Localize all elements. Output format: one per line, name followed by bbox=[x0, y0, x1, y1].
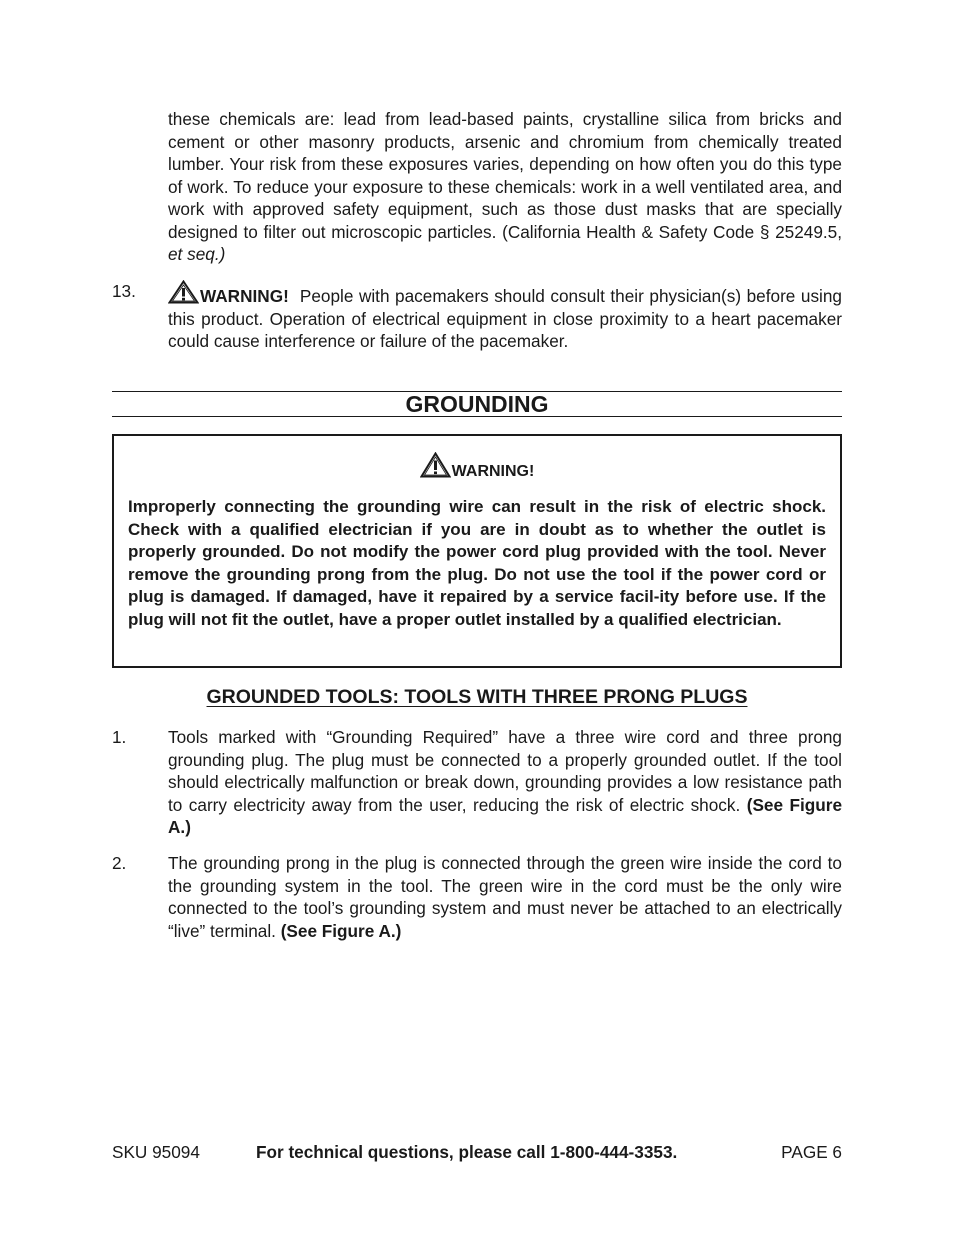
subsection-title-text: GROUNDED TOOLS: TOOLS WITH THREE PRONG PLUGS bbox=[206, 686, 748, 708]
item-2-paragraph bbox=[168, 852, 842, 942]
item-13-number: 13. bbox=[112, 281, 136, 301]
intro-paragraph bbox=[168, 108, 842, 266]
item-1-paragraph bbox=[168, 726, 842, 839]
item-2-text: The grounding prong in the plug is connected through the green wire inside the cord to the grounding system in the tool. The green wire in the cord must be the only wire connected to the tool’s grounding system and must never be attached to an electrically “live” terminal. bbox=[168, 853, 842, 941]
intro-italic: et seq.) bbox=[168, 244, 226, 264]
item-13-warning-label: WARNING! bbox=[200, 286, 289, 306]
warning-triangle-icon bbox=[168, 280, 199, 304]
footer-page-number: PAGE 6 bbox=[781, 1142, 842, 1162]
warning-box-text: Improperly connecting the grounding wire can result in the risk of electric shock. Check with a qualified electrician if you are in doubt as to whether the outlet is properly grounded. Do not modify the power cord plug provided with the tool. Never remove the grounding prong from the plug. Do not use the tool if the power cord or plug is damaged. If damaged, have it repaired by a service facil-ity before use. If the plug will not fit the outlet, have a proper outlet installed by a qualified electrician. bbox=[128, 497, 826, 629]
item-1-text: Tools marked with “Grounding Required” have a three wire cord and three prong grounding plug. The plug must be connected to a properly grounded outlet. If the tool should electrically malfunction or break down, grounding provides a low resistance path to carry electricity away from the user, reducing the risk of electric shock. bbox=[168, 727, 842, 815]
warning-box-heading-label: WARNING! bbox=[451, 463, 535, 480]
item-13-paragraph bbox=[168, 280, 842, 353]
item-1-figure-ref: (See Figure A.) bbox=[168, 794, 842, 837]
section-title: GROUNDING bbox=[405, 391, 549, 417]
item-2-figure-ref: (See Figure A.) bbox=[280, 920, 402, 941]
footer-sku: SKU 95094 bbox=[112, 1142, 200, 1162]
warning-triangle-icon bbox=[420, 452, 451, 478]
subsection-title bbox=[112, 685, 842, 709]
item-13-text: People with pacemakers should consult their physician(s) before using this product. Operation of electrical equipment in close proximity to a heart pacemaker could cause interference or failure of the pacemaker. bbox=[168, 286, 842, 351]
item-2-number: 2. bbox=[112, 853, 127, 873]
footer-contact: For technical questions, please call 1-800-444-3353. bbox=[256, 1142, 678, 1162]
intro-text: these chemicals are: lead from lead-based paints, crystalline silica from bricks and cement or other masonry products, arsenic and chromium from chemically treated lumber. Your risk from these exposures varies, depending on how often you do this type of work. To reduce your exposure to these chemicals: work in a well ventilated area, and work with approved safety equipment, such as those dust masks that are specially designed to filter out microscopic particles. (California Health & Safety Code § 25249.5, bbox=[168, 109, 842, 242]
item-1-number: 1. bbox=[112, 727, 127, 747]
warning-box-heading bbox=[112, 452, 842, 481]
section-bottom-rule bbox=[112, 416, 842, 417]
